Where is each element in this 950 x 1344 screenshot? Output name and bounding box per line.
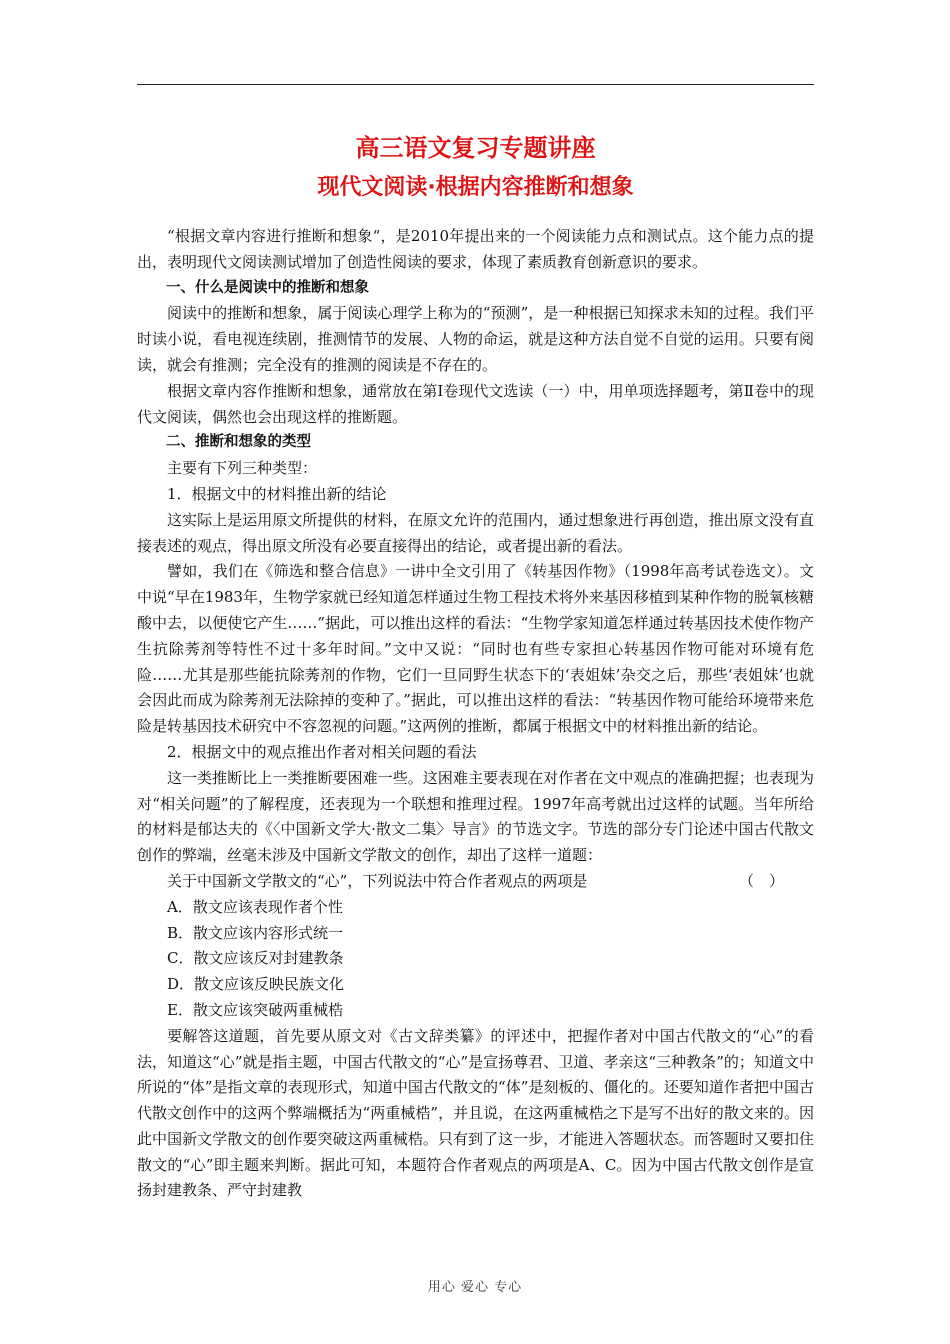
paragraph: 这实际上是运用原文所提供的材料，在原文允许的范围内，通过想象进行再创造，推出原文没有直接表述的观点，得出原文所没有必要直接得出的结论，或者提出新的看法。 [137, 510, 814, 555]
document-subtitle: 现代文阅读·根据内容推断和想象 [317, 175, 634, 200]
paragraph: 主要有下列三种类型： [167, 459, 318, 478]
paragraph: 譬如，我们在《筛选和整合信息》一讲中全文引用了《转基因作物》（1998年高考试卷选文）。文中说“早在1983年，生物学家就已经知道怎样通过生物工程技术将外来基因移植到某种作物的脱氧核糖酸中去，以便使它产生……”据此，可以推出这样的看法：“生物学家知道怎样通过转基因技术使作物产生抗除莠剂等特性不过十多年时间。”文中又说：“同时也有些专家担心转基因作物可能对环境有危险……尤其是那些能抗除莠剂的作物，它们一旦同野生状态下的‘表姐妹’杂交之后，那些‘表姐妹’也就会因此而成为除莠剂无法除掉的变种了。”据此，可以推出这样的看法：“转基因作物可能给环境带来危险是转基因技术研究中不容忽视的问题。”这两例的推断，都属于根据文中的材料推出新的结论。 [137, 562, 814, 736]
document-title: 高三语文复习专题讲座 [355, 134, 596, 162]
paragraph: 要解答这道题，首先要从原文对《古文辞类纂》的评述中，把握作者对中国古代散文的“心”的看法，知道这“心”就是指主题，中国古代散文的“心”是宣扬尊君、卫道、孝亲这“三种教条”的；知道文中所说的“体”是指文章的表现形式，知道中国古代散文的“体”是刻板的、僵化的。还要知道作者把中国古代散文创作中的这两个弊端概括为“两重械梏”，并且说，在这两重械梏之下是写不出好的散文来的。因此中国新文学散文的创作要突破这两重械梏。只有到了这一步，才能进入答题状态。而答题时又要扣住散文的“心”即主题来判断。据此可知，本题符合作者观点的两项是A、C。因为中国古代散文创作是宣扬封建教条、严守封建教 [137, 1026, 814, 1200]
header-rule [137, 84, 814, 85]
paragraph: 阅读中的推断和想象，属于阅读心理学上称为的“预测”，是一种根据已知探求未知的过程。我们平时读小说，看电视连续剧，推测情节的发展、人物的命运，就是这种方法自觉不自觉的运用。只要有阅读，就会有推测；完全没有的推测的阅读是不存在的。 [137, 304, 814, 374]
paragraph: 这一类推断比上一类推断要困难一些。这困难主要表现在对作者在文中观点的准确把握；也表现为对“相关问题”的了解程度，还表现为一个联想和推理过程。1997年高考就出过这样的试题。当年所给的材料是郁达夫的《〈中国新文学大·散文二集〉导言》的节选文字。节选的部分专门论述中国古代散文创作的弊端，丝毫未涉及中国新文学散文的创作，却出了这样一道题： [137, 768, 814, 865]
answer-option: D．散文应该反映民族文化 [167, 975, 345, 994]
paragraph: 2．根据文中的观点推出作者对相关问题的看法 [167, 742, 477, 761]
page-footer: 用心 爱心 专心 [427, 1280, 523, 1295]
article-text [137, 224, 814, 1204]
answer-option: A．散文应该表现作者个性 [167, 897, 343, 916]
answer-option: B．散文应该内容形式统一 [167, 923, 344, 942]
question-text: 关于中国新文学散文的“心”，下列说法中符合作者观点的两项是 [167, 871, 588, 890]
section-heading: 二、推断和想象的类型 [166, 434, 311, 451]
document-body [137, 128, 814, 1204]
paragraph: “根据文章内容进行推断和想象“，是2010年提出来的一个阅读能力点和测试点。这个能力点的提出，表明现代文阅读测试增加了创造性阅读的要求，体现了素质教育创新意识的要求。 [137, 227, 814, 271]
question-stem [137, 869, 814, 895]
paragraph: 根据文章内容作推断和想象，通常放在第Ⅰ卷现代文选读（一）中，用单项选择题考，第Ⅱ卷中的现代文阅读，偶然也会出现这样的推断题。 [137, 381, 814, 426]
paragraph: 1．根据文中的材料推出新的结论 [167, 484, 387, 503]
answer-option: C．散文应该反对封建教条 [167, 949, 344, 968]
section-heading: 一、什么是阅读中的推断和想象 [166, 279, 369, 296]
answer-blank: （ ） [738, 871, 784, 890]
answer-option: E．散文应该突破两重械梏 [167, 1000, 343, 1019]
